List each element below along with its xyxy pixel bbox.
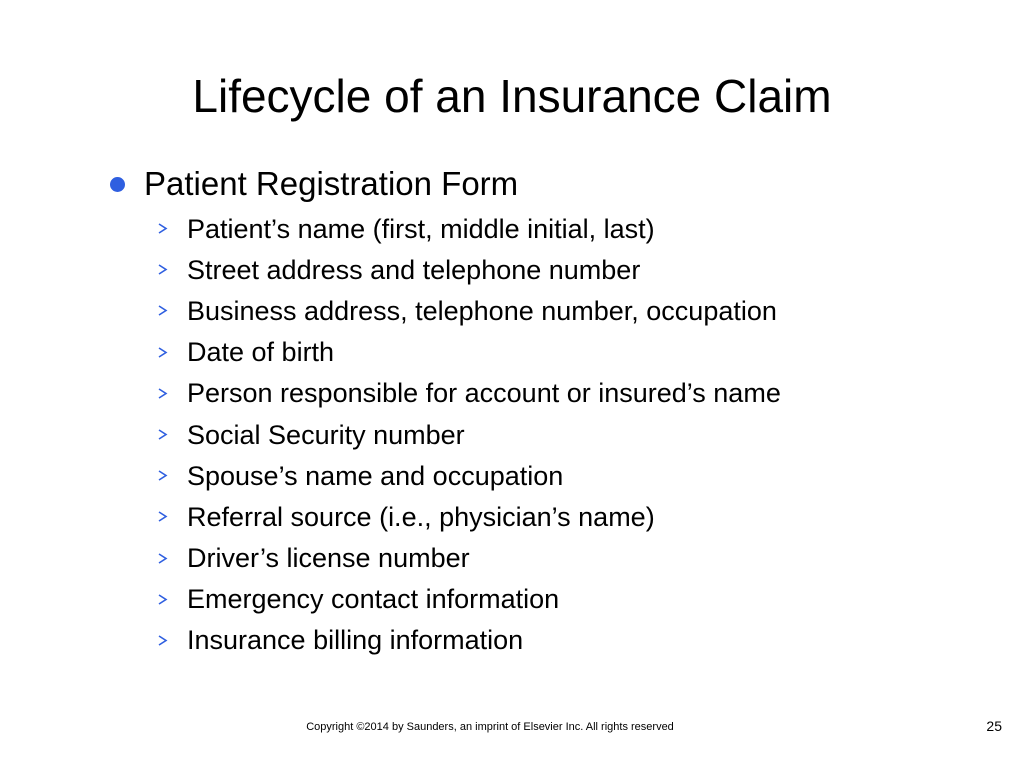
bullet-dot-icon: [110, 177, 125, 192]
chevron-arrow-icon: [156, 469, 169, 483]
sub-bullet-item: [156, 332, 781, 373]
chevron-arrow-icon: [156, 510, 169, 524]
sub-bullet-item: [156, 290, 781, 331]
sub-bullet-label: Social Security number: [187, 419, 465, 450]
sub-bullet-item: [156, 496, 781, 537]
sub-bullet-label: Person responsible for account or insured’s name: [187, 378, 781, 409]
sub-bullet-label: Date of birth: [187, 337, 335, 368]
slide-title: Lifecycle of an Insurance Claim: [192, 70, 832, 122]
chevron-arrow-icon: [156, 633, 169, 647]
sub-bullet-label: Referral source (i.e., physician’s name): [187, 501, 655, 532]
chevron-arrow-icon: [156, 345, 169, 359]
sub-bullet-label: Emergency contact information: [187, 584, 560, 615]
chevron-arrow-icon: [156, 592, 169, 606]
sub-bullet-item: [156, 208, 781, 249]
chevron-arrow-icon: [156, 428, 169, 442]
sub-bullet-item: [156, 249, 781, 290]
bullet-label: Patient Registration Form: [144, 165, 519, 202]
chevron-arrow-icon: [156, 222, 169, 236]
sub-bullet-label: Patient’s name (first, middle initial, last): [187, 213, 655, 244]
sub-bullet-item: [156, 579, 781, 620]
chevron-arrow-icon: [156, 551, 169, 565]
sub-bullet-list: [156, 208, 781, 661]
footer-copyright: Copyright ©2014 by Saunders, an imprint of Elsevier Inc. All rights reserved: [306, 721, 674, 733]
page-number: 25: [986, 718, 1002, 734]
sub-bullet-item: [156, 373, 781, 414]
sub-bullet-item: [156, 620, 781, 661]
chevron-arrow-icon: [156, 263, 169, 277]
chevron-arrow-icon: [156, 386, 169, 400]
sub-bullet-item: [156, 414, 781, 455]
sub-bullet-label: Driver’s license number: [187, 543, 470, 574]
sub-bullet-item: [156, 455, 781, 496]
sub-bullet-label: Insurance billing information: [187, 625, 524, 656]
sub-bullet-label: Spouse’s name and occupation: [187, 460, 564, 491]
chevron-arrow-icon: [156, 304, 169, 318]
sub-bullet-item: [156, 538, 781, 579]
bullet-item: [110, 164, 518, 204]
sub-bullet-label: Street address and telephone number: [187, 254, 641, 285]
sub-bullet-label: Business address, telephone number, occupation: [187, 295, 777, 326]
